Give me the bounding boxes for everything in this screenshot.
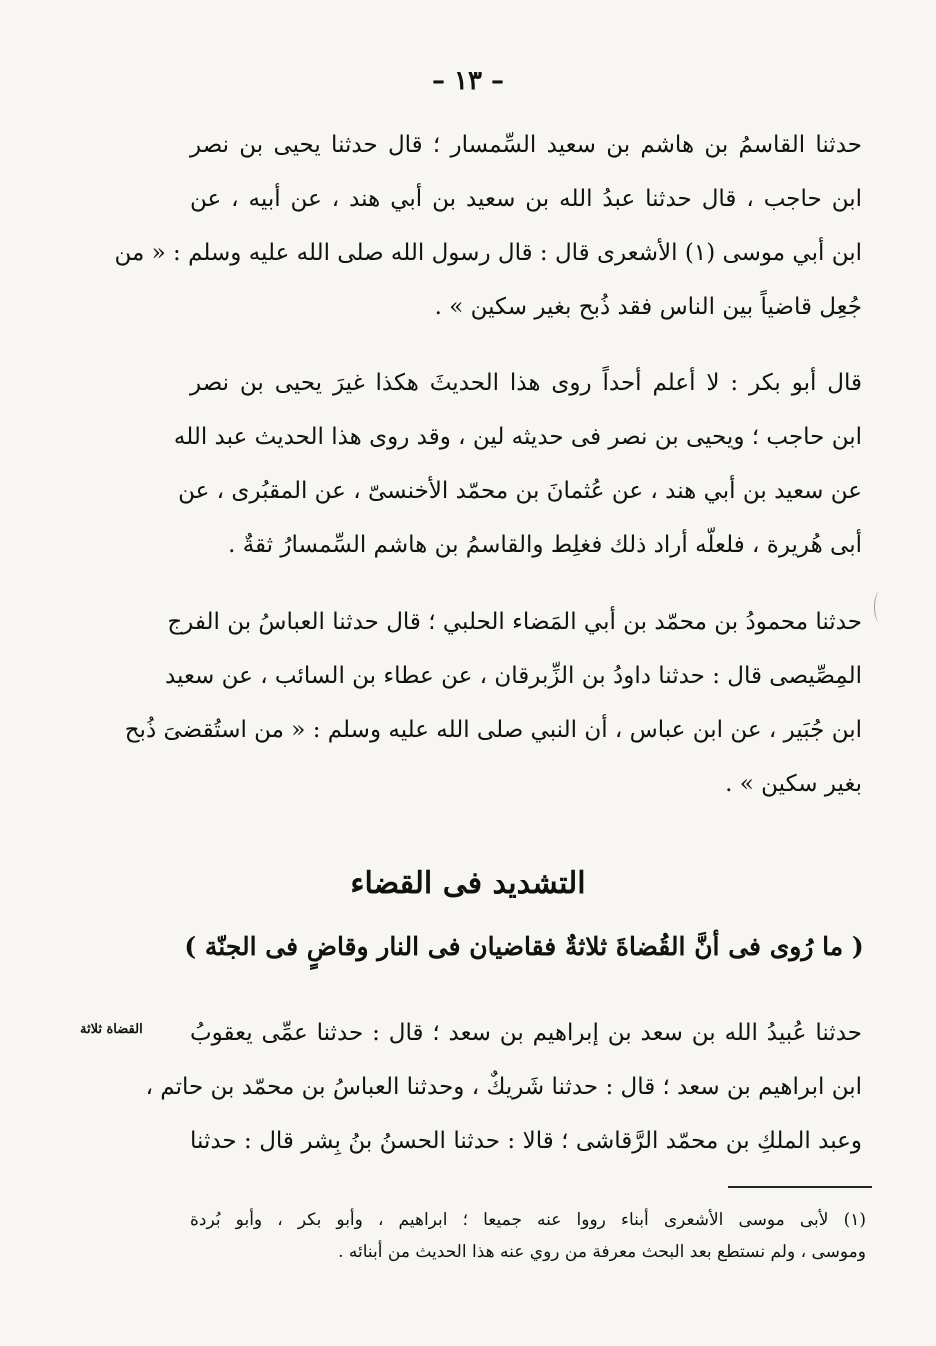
footnote-divider [728, 1186, 872, 1188]
text-line: ابن جُبَير ، عن ابن عباس ، أن النبي صلى الله عليه وسلم : « من استُقضىَ ذُبح [124, 717, 862, 743]
text-line: حدثنا محمودُ بن محمّد بن أبي المَضاء الحلبي ؛ قال حدثنا العباسُ بن الفرج [167, 609, 862, 635]
footnote [190, 1204, 866, 1268]
footnote-line: (١) لأبى موسى الأشعرى أبناء رووا عنه جميعا ؛ ابراهيم ، وأبو بكر ، وأبو بُردة [190, 1210, 866, 1230]
paragraph-3 [124, 595, 862, 811]
text-line: بغير سكين » . [725, 771, 862, 797]
text-line: المِصِّيصى قال : حدثنا داودُ بن الزِّبرقان ، عن عطاء بن السائب ، عن سعيد [164, 663, 862, 689]
paragraph-4 [145, 1006, 862, 1168]
text-line: أبى هُريرة ، فلعلّه أراد ذلك فغلِط والقاسمُ بن هاشم السِّمسارُ ثقةٌ . [228, 532, 862, 558]
text-line: وعبد الملكِ بن محمّد الرَّقاشى ؛ قالا : حدثنا الحسنُ بنُ بِشر قال : حدثنا [190, 1128, 862, 1154]
section-title: التشديد فى القضاء [350, 866, 586, 901]
text-line: جُعِل قاضياً بين الناس فقد ذُبح بغير سكين » . [434, 294, 862, 320]
text-line: عن سعيد بن أبي هند ، عن عُثمانَ بن محمّد الأخنسىّ ، عن المقبُرى ، عن [178, 478, 862, 504]
text-line: حدثنا القاسمُ بن هاشم بن سعيد السِّمسار ؛ قال حدثنا يحيى بن نصر [190, 132, 862, 158]
margin-note: القضاة ثلاثة [80, 1022, 143, 1037]
text-line: ابن أبي موسى (١) الأشعرى قال : قال رسول الله صلى الله عليه وسلم : « من [114, 240, 862, 266]
section-subtitle: ( ما رُوى فى أنَّ القُضاةَ ثلاثةٌ فقاضيان فى النار وقاضٍ فى الجنّة ) [184, 932, 864, 961]
text-line: ابن حاجب ، قال حدثنا عبدُ الله بن سعيد بن أبي هند ، عن أبيه ، عن [190, 186, 862, 212]
margin-pencil-mark [874, 592, 885, 622]
paragraph-1 [114, 118, 862, 334]
text-line: ابن حاجب ؛ ويحيى بن نصر فى حديثه لين ، وقد روى هذا الحديث عبد الله [173, 424, 862, 450]
text-line: حدثنا عُبيدُ الله بن سعد بن إبراهيم بن سعد ؛ قال : حدثنا عمِّى يعقوبُ [190, 1020, 862, 1046]
page-number: – ١٣ – [431, 66, 505, 96]
footnote-line: وموسى ، ولم نستطع بعد البحث معرفة من روي عنه هذا الحديث من أبنائه . [338, 1242, 866, 1262]
text-line: قال أبو بكر : لا أعلم أحداً روى هذا الحديثَ هكذا غيرَ يحيى بن نصر [190, 370, 862, 396]
text-line: ابن ابراهيم بن سعد ؛ قال : حدثنا شَريكٌ ، وحدثنا العباسُ بن محمّد بن حاتم ، [145, 1074, 862, 1100]
paragraph-2 [173, 356, 862, 572]
